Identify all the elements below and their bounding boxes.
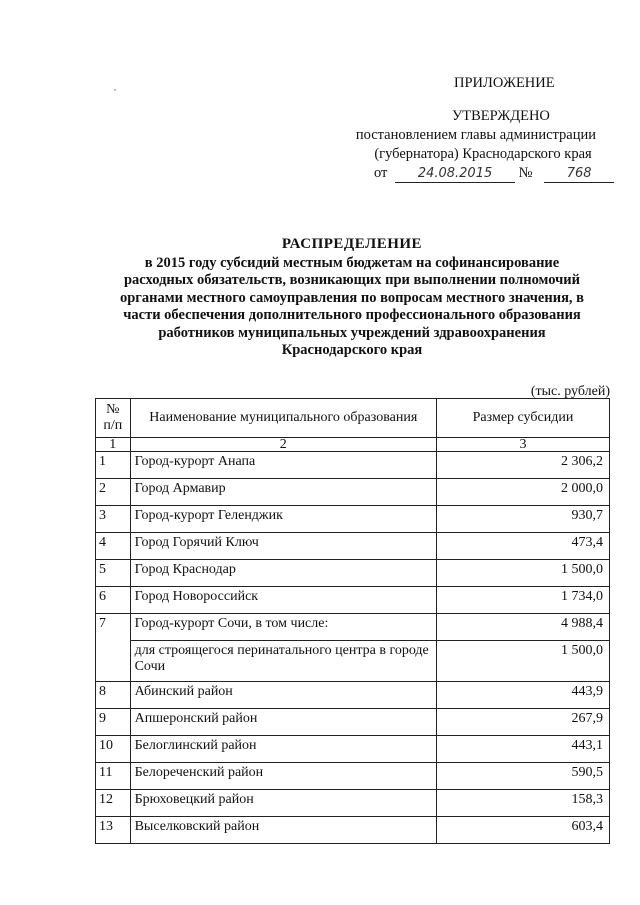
- index-cell: 2: [130, 438, 436, 452]
- header-number: № п/п: [96, 399, 131, 438]
- title-line: работников муниципальных учреждений здравоохранения: [158, 324, 546, 341]
- title-line: части обеспечения дополнительного профессионального образования: [123, 307, 581, 323]
- row-number: 3: [96, 506, 131, 533]
- row-number: 4: [96, 533, 131, 560]
- row-name: Город Горячий Ключ: [130, 533, 436, 560]
- row-name: Апшеронский район: [130, 709, 436, 736]
- approval-line-1: постановлением главы администрации: [355, 127, 596, 143]
- table-row: [96, 533, 610, 560]
- document-title: [92, 236, 612, 360]
- row-value: 2 000,0: [436, 479, 609, 506]
- table-header-row: [96, 399, 610, 438]
- handwritten-date: 24.08.2015: [395, 166, 515, 183]
- row-value: 158,3: [436, 790, 609, 817]
- appendix-label: ПРИЛОЖЕНИЕ: [454, 75, 555, 91]
- approval-header: [348, 74, 610, 183]
- approval-date-row: [348, 164, 610, 183]
- row-name: Город-курорт Анапа: [130, 452, 436, 479]
- row-name: Выселковский район: [130, 817, 436, 844]
- title-line: в 2015 году субсидий местным бюджетам на софинансирование: [144, 254, 560, 271]
- table-row: [96, 790, 610, 817]
- row-name: Город Новороссийск: [130, 587, 436, 614]
- table-row: [96, 587, 610, 614]
- row-number: 10: [96, 736, 131, 763]
- title-line: Краснодарского края: [281, 342, 423, 358]
- row-value: 4 988,4: [436, 614, 609, 641]
- row-value: 267,9: [436, 709, 609, 736]
- row-value: 473,4: [436, 533, 609, 560]
- row-number: 11: [96, 763, 131, 790]
- index-cell: 1: [96, 438, 131, 452]
- row-number: 5: [96, 560, 131, 587]
- subsidy-table: [95, 398, 610, 844]
- row-number: 7: [96, 614, 131, 641]
- table-index-row: [96, 438, 610, 452]
- row-value: 603,4: [436, 817, 609, 844]
- header-name: Наименование муниципального образования: [130, 399, 436, 438]
- row-value: 2 306,2: [436, 452, 609, 479]
- subrow-name: для строящегося перинатального центра в городе Сочи: [130, 641, 436, 682]
- approved-label: УТВЕРЖДЕНО: [452, 108, 550, 124]
- row-value: 590,5: [436, 763, 609, 790]
- row-number: 6: [96, 587, 131, 614]
- row-number: 9: [96, 709, 131, 736]
- table-row: [96, 709, 610, 736]
- scan-speck: [114, 89, 116, 91]
- table-row: [96, 452, 610, 479]
- row-number: 2: [96, 479, 131, 506]
- table-row: [96, 506, 610, 533]
- table-row: [96, 560, 610, 587]
- table-subrow: [96, 641, 610, 682]
- index-cell: 3: [436, 438, 609, 452]
- row-name: Белоглинский район: [130, 736, 436, 763]
- header-subsidy: Размер субсидии: [436, 399, 609, 438]
- row-name: Город-курорт Геленджик: [130, 506, 436, 533]
- table-row: [96, 682, 610, 709]
- date-prefix: от: [374, 165, 388, 181]
- row-number: 12: [96, 790, 131, 817]
- row-value: 443,9: [436, 682, 609, 709]
- row-value: 1 734,0: [436, 587, 609, 614]
- row-number: 13: [96, 817, 131, 844]
- row-name: Белореченский район: [130, 763, 436, 790]
- row-name: Абинский район: [130, 682, 436, 709]
- title-main: РАСПРЕДЕЛЕНИЕ: [281, 236, 423, 252]
- table-row: [96, 763, 610, 790]
- title-line: органами местного самоуправления по вопросам местного значения, в: [119, 289, 584, 306]
- table-row: [96, 479, 610, 506]
- units-note: (тыс. рублей): [530, 384, 610, 399]
- approval-line-2: (губернатора) Краснодарского края: [374, 146, 592, 162]
- row-name: Город-курорт Сочи, в том числе:: [130, 614, 436, 641]
- table-row: [96, 614, 610, 641]
- table-row: [96, 736, 610, 763]
- title-line: расходных обязательств, возникающих при выполнении полномочий: [123, 272, 580, 288]
- row-value: 443,1: [436, 736, 609, 763]
- row-number: 1: [96, 452, 131, 479]
- row-number: 8: [96, 682, 131, 709]
- subrow-value: 1 500,0: [436, 641, 609, 682]
- row-name: Город Краснодар: [130, 560, 436, 587]
- row-number-empty: [96, 641, 131, 682]
- table-row: [96, 817, 610, 844]
- row-value: 930,7: [436, 506, 609, 533]
- number-prefix: №: [518, 165, 533, 181]
- row-name: Брюховецкий район: [130, 790, 436, 817]
- row-value: 1 500,0: [436, 560, 609, 587]
- handwritten-number: 768: [544, 166, 614, 183]
- row-name: Город Армавир: [130, 479, 436, 506]
